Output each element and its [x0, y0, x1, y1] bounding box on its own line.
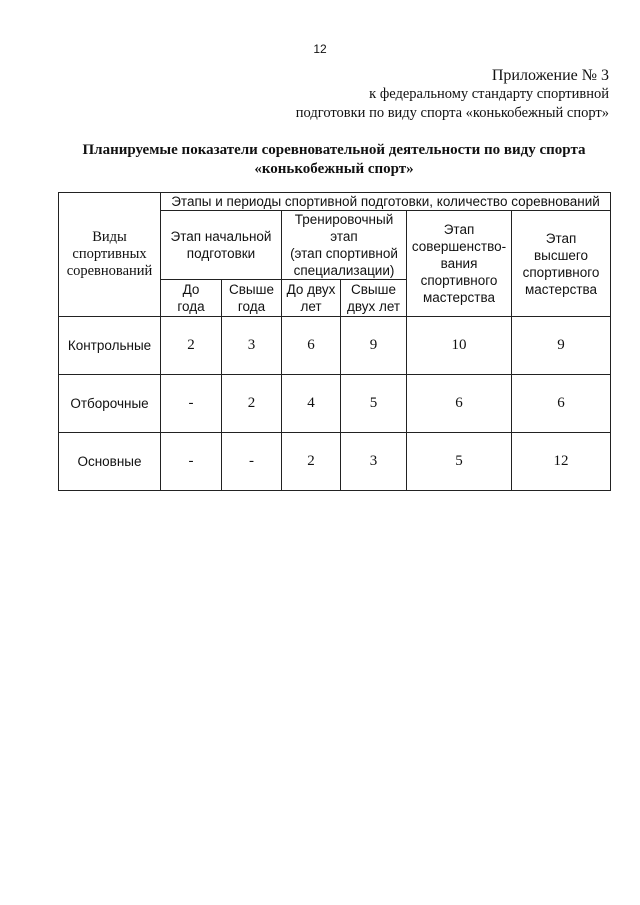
subcol-initial-over-year — [222, 280, 282, 317]
subcol-training-up-to-two — [282, 280, 341, 317]
title-line-2: «конькобежный спорт» — [254, 161, 414, 177]
stage-line: этап — [330, 229, 358, 244]
subcol-training-over-two — [341, 280, 407, 317]
stage-initial-header — [161, 211, 282, 280]
group-header: Этапы и периоды спортивной подготовки, количество соревнований — [161, 193, 611, 211]
subcol-line: года — [237, 299, 266, 314]
subcol-line: До — [182, 282, 200, 297]
appendix-line-2: к федеральному стандарту спортивной — [369, 86, 609, 102]
row-label: Контрольные — [59, 317, 161, 375]
subcol-line: Свыше — [351, 282, 396, 297]
table-cell: 9 — [512, 317, 611, 375]
row-label: Отборочные — [59, 375, 161, 433]
table-cell: 10 — [407, 317, 512, 375]
table-cell: - — [222, 433, 282, 491]
stage-line: Этап — [545, 230, 577, 246]
subcol-line: До двух — [286, 282, 336, 297]
table-cell: 6 — [512, 375, 611, 433]
subcol-line: Свыше — [229, 282, 274, 297]
subcol-line: лет — [300, 299, 322, 314]
table-cell: 2 — [282, 433, 341, 491]
subcol-line: двух лет — [346, 299, 401, 314]
competition-table — [58, 192, 611, 491]
stage-line: Тренировочный — [294, 212, 394, 227]
row-header-line: соревнований — [66, 263, 153, 279]
stage-line: спортивного — [420, 273, 498, 288]
appendix-line-3: подготовки по виду спорта «конькобежный спорт» — [295, 105, 609, 121]
stage-line: (этап спортивной — [290, 246, 398, 261]
stage-line: вания — [440, 256, 478, 271]
stage-highest-header — [512, 211, 611, 317]
title-line-1: Планируемые показатели соревновательной деятельности по виду спорта — [82, 142, 586, 158]
row-header-line: спортивных — [72, 246, 147, 262]
table-cell: - — [161, 375, 222, 433]
table-row — [59, 433, 611, 491]
subcol-initial-up-to-year — [161, 280, 222, 317]
stage-line: высшего — [533, 247, 589, 263]
stage-line: спортивного — [522, 264, 600, 280]
stage-improvement-header — [407, 211, 512, 317]
table-cell: 6 — [407, 375, 512, 433]
table-cell: 9 — [341, 317, 407, 375]
table-row — [59, 375, 611, 433]
appendix-header — [296, 66, 609, 123]
table-row — [59, 317, 611, 375]
table-cell: 12 — [512, 433, 611, 491]
table-cell: 4 — [282, 375, 341, 433]
stage-line: специализации) — [293, 263, 395, 278]
stage-line: мастерства — [524, 281, 598, 297]
table-cell: 5 — [407, 433, 512, 491]
row-header-cell — [59, 193, 161, 317]
table-cell: 6 — [282, 317, 341, 375]
page-number: 12 — [313, 42, 327, 56]
row-header-line: Виды — [92, 229, 127, 245]
table-cell: 3 — [222, 317, 282, 375]
appendix-line-1: Приложение № 3 — [491, 67, 609, 84]
stage-training-header — [282, 211, 407, 280]
stage-line: мастерства — [422, 290, 496, 305]
stage-line: Этап начальной — [170, 229, 272, 244]
stage-line: Этап — [443, 222, 475, 237]
table-cell: 5 — [341, 375, 407, 433]
subcol-line: года — [177, 299, 205, 314]
table-cell: 2 — [161, 317, 222, 375]
table-cell: 2 — [222, 375, 282, 433]
table-cell: - — [161, 433, 222, 491]
stage-line: подготовки — [186, 246, 256, 261]
document-title — [58, 141, 610, 179]
table-cell: 3 — [341, 433, 407, 491]
row-label: Основные — [59, 433, 161, 491]
stage-line: совершенство- — [411, 239, 507, 254]
